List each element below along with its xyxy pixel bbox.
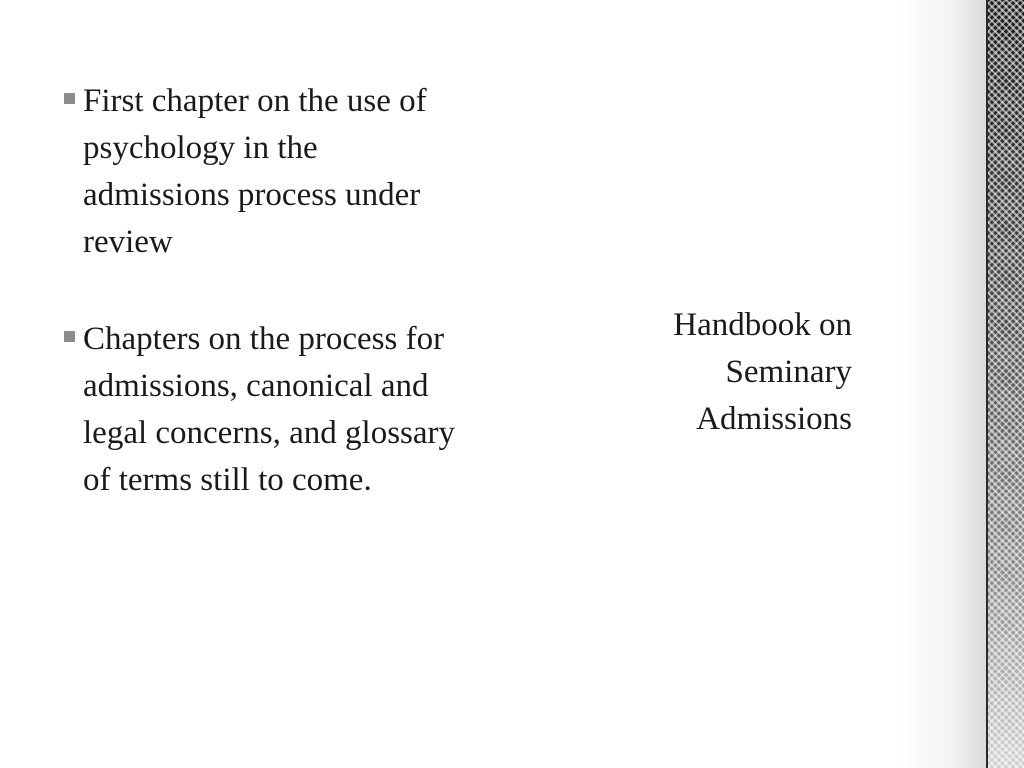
bullet-item: [60, 316, 460, 504]
square-bullet-icon: [64, 331, 75, 342]
bullet-text: First chapter on the use of psychology in the admissions process under review: [83, 83, 427, 260]
bullet-item: [60, 78, 460, 266]
bullet-list: [60, 78, 460, 554]
bullet-text: Chapters on the process for admissions, canonical and legal concerns, and glossary of terms still to come.: [83, 321, 456, 498]
square-bullet-icon: [64, 93, 75, 104]
slide-title: Handbook on Seminary Admissions: [673, 307, 852, 437]
decorative-side-bar: [988, 0, 1024, 768]
